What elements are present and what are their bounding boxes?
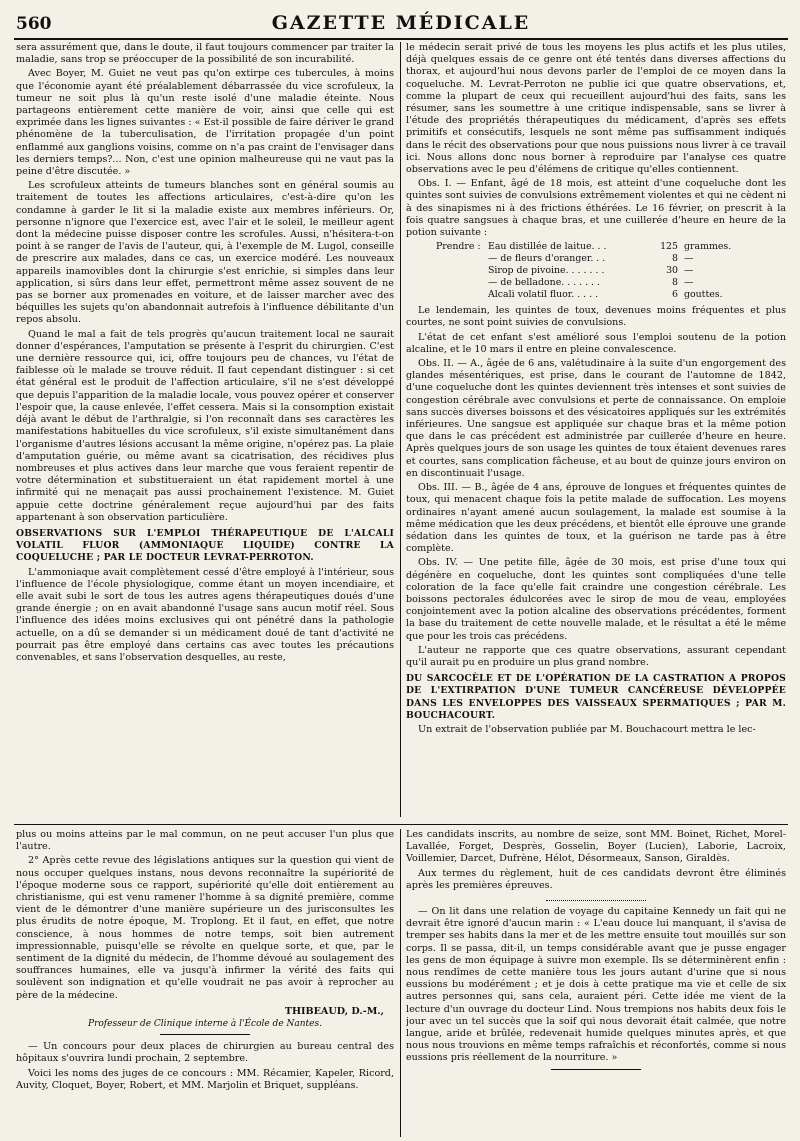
quantity: 8: [672, 253, 678, 265]
ingredient: Alcali volatil fluor. . . . .: [488, 289, 599, 301]
unit: gouttes.: [684, 289, 723, 301]
paragraph: Un extrait de l'observation publiée par M. Bouchacourt mettra le lec-: [418, 723, 756, 735]
quantity: 6: [672, 289, 678, 301]
quantity: 8: [672, 277, 678, 289]
prescription-row: [436, 289, 786, 301]
paragraph: 2° Après cette revue des législations antiques sur la question qui vient de nous occuper quelques instans, nous devons reconnaître la supériorité de l'époque moderne sous ce rapport, supériorité qu'elle doit entièrement au christianisme, qui est venu ramener l'homme à sa dignité première, comme vient de le démontrer d'une manière supérieure un des jurisconsultes les plus érudits de notre époque, M. Troplong. Et il faut, en effet, que notre conscience, à nous hommes de notre temps, soit bien autrement impressionnable, puisqu'elle se révolte en quelque sorte, et que, par le sentiment de la dignité du médecin, de l'homme dévoué au soulagement des souffrances humaines, elle va jusqu'à infirmer la vérité des faits qui soulèvent son indignation et qu'elle voudrait ne pas avoir à reprocher au père de la médecine.: [16, 855, 394, 1001]
unit: grammes.: [684, 241, 732, 253]
paragraph: Obs. III. — B., âgée de 4 ans, éprouve de longues et fréquentes quintes de toux, qui menacent chaque fois la petite malade de suffocation. Les moyens ordinaires n'ayant amené aucun soulagement, la malade est soumise à la même médication que les deux précédens, et bientôt elle éprouve une grande sédation dans les quintes de toux, et la guérison ne tarde pas à être complète.: [406, 482, 786, 555]
lower-left-column: [16, 829, 394, 1137]
paragraph: Les scrofuleux atteints de tumeurs blanches sont en général soumis au traitement de toutes les affections articulaires, c'est-à-dire qu'on les condamne à garder le lit si la maladie existe aux membres inférieurs. Or, personne n'ignore que l'exercice est, avec l'air et le soleil, le meilleur agent dont la médecine puisse disposer contre les scrofules. Aussi, n'hésitera-t-on point à se ranger de l'avis de l'auteur, qui, à l'exemple de M. Lugol, conseille de prescrire aux malades, dans ce cas, un exercice modéré. Les nouveaux appareils inamovibles dont la chirurgie s'est enrichie, si simples dans leur application, si sûrs dans leur effet, permettront même assez souvent de ne pas se borner aux promenades en voiture, et de laisser marcher avec des béquilles les sujets qu'on abandonnait autrefois à l'influence débilitante d'un repos absolu.: [16, 180, 394, 326]
paragraph: Les candidats inscrits, au nombre de seize, sont MM. Boinet, Richet, Morel-Lavallée, Forget, Desprès, Gosselin, Boyer (Lucien), Laborie, Lacroix, Voillemier, Darcet, Dufrène, Hélot, Désormeaux, Sanson, Giraldès.: [406, 829, 786, 865]
journal-title: GAZETTE MÉDICALE: [271, 12, 531, 34]
page-number: 560: [16, 14, 52, 34]
paragraph: L'état de cet enfant s'est amélioré sous l'emploi soutenu de la potion alcaline, et le 10 mars il entre en pleine convalescence.: [406, 331, 786, 355]
prescription: [436, 241, 786, 301]
paragraph: L'auteur ne rapporte que ces quatre observations, assurant cependant qu'il aurait pu en produire un plus grand nombre.: [406, 644, 786, 668]
upper-section: [14, 42, 788, 817]
prescription-row: [436, 253, 786, 265]
page-header: [14, 8, 788, 40]
separator: [546, 895, 646, 901]
quantity: 125: [660, 241, 678, 253]
paragraph: Obs. I. — Enfant, âgé de 18 mois, est atteint d'une coqueluche dont les quintes sont suivies de convulsions extrêmement violentes et qui ne cèdent ni à des sinapismes ni à des frictions éthérées. Le 16 février, on prescrit à la fois quatre sangsues à chaque bras, et une cuillerée d'heure en heure de la potion suivante :: [406, 178, 786, 239]
section-heading-sarcocele: DU SARCOCÈLE ET DE L'OPÉRATION DE LA CASTRATION A PROPOS DE L'EXTIRPATION D'UNE TUMEUR CANCÉREUSE DÉVELOPPÉE DANS LES ENVELOPPES DES VAISSEAUX SPERMATIQUES ; PAR M. BOUCHACOURT.: [406, 673, 786, 721]
signature-role: Professeur de Clinique interne à l'École de Nantes.: [88, 1019, 322, 1030]
ingredient: — de fleurs d'oranger. . .: [488, 253, 606, 265]
prescription-row: [436, 277, 786, 289]
prescription-label: Prendre :: [436, 241, 481, 253]
column-divider: [400, 42, 401, 817]
paragraph: le médecin serait privé de tous les moyens les plus actifs et les plus utiles, déjà quelques essais de ce genre ont été tentés dans diverses affections du thorax, et aujourd'hui nous devons parler de l'emploi de ce moyen dans la coqueluche. M. Levrat-Perroton ne publie ici que quatre observations, et, comme la plupart de ceux qui recueillent aujourd'hui des faits, sans les résumer, sans les soumettre à une critique indispensable, sans se livrer à l'étude des propriétés thérapeutiques du médicament, d'après ses effets primitifs et consécutifs, lesquels ne sont même pas suffisamment indiqués dans le récit des observations pour que nous puissions nous livrer à ce travail ici. Nous allons donc nous borner à reproduire par l'analyse ces quatre observations avec le peu d'élémens de critique qu'elles contiennent.: [406, 42, 786, 176]
paragraph: Aux termes du règlement, huit de ces candidats devront être éliminés après les premières épreuves.: [406, 867, 786, 891]
paragraph: Quand le mal a fait de tels progrès qu'aucun traitement local ne saurait donner d'espérances, l'amputation se présente à l'esprit du chirurgien. C'est une dernière ressource qui, ici, offre toujours peu de chances, vu l'état de faiblesse où le malade se trouve réduit. Il faut cependant distinguer : si cet état général est le produit de l'affection articulaire, s'il ne s'est développé que depuis l'apparition de la maladie locale, vous pouvez opérer et conserver l'espoir que, la cause enlevée, l'effet cessera. Mais si la consomption existait déjà avant le début de l'arthralgie, si l'on reconnaît dans ses caractères les manifestations habituelles du vice scrofuleux, s'il existe simultanément dans l'organisme d'autres lésions accusant la même origine, n'opérez pas. La plaie d'amputation guérie, ou même avant sa cicatrisation, des récidives plus nombreuses et plus actives dans leur marche que vous feraient repentir de votre détermination et substitueraient un état rapidement mortel à une infirmité qui ne menaçait pas aussi prochainement l'existence. M. Guiet appuie cette doctrine généralement reçue aujourd'hui par des faits appartenant à son observation particulière.: [16, 328, 394, 523]
ingredient: — de belladone. . . . . . .: [488, 277, 600, 289]
paragraph: Obs. II. — A., âgée de 6 ans, valétudinaire à la suite d'un engorgement des glandes mésentériques, est prise, dans le courant de l'automne de 1842, d'une coqueluche dont les quintes deviennent très intenses et sont suivies de congestion cérébrale avec convulsions et perte de connaissance. On emploie sans succès diverses boissons et des vésicatoires appliqués sur les extrémités inférieures. Une sangsue est appliquée sur chaque bras et la même potion que dans le cas précédent est administrée par cuillerée d'heure en heure. Après quelques jours de son usage les quintes de toux étaient devenues rares et courtes, sans complication fâcheuse, et au bout de quinze jours environ on en discontinuait l'usage.: [406, 358, 786, 479]
paragraph: Obs. IV. — Une petite fille, âgée de 30 mois, est prise d'une toux qui dégénère en coqueluche, dont les quintes sont compliquées d'une telle coloration de la face qu'elle fait craindre une congestion cérébrale. Les boissons pectorales édulcorées avec le sirop de mou de veau, employées conjointement avec la potion alcaline des observations précédentes, forment la base du traitement de cette nouvelle malade, et le résultat a été le même que pour les trois cas précédens.: [406, 557, 786, 642]
paragraph: plus ou moins atteins par le mal commun, on ne peut accuser l'un plus que l'autre.: [16, 829, 394, 853]
unit: —: [684, 277, 694, 289]
paragraph: L'ammoniaque avait complètement cessé d'être employé à l'intérieur, sous l'influence de l'école physiologique, comme étant un moyen incendiaire, et elle avait subi le sort de tous les autres agens thérapeutiques doués d'une grande énergie ; on en avait abandonné l'usage sans aucun motif réel. Sous l'influence des idées moins exclusives qui ont pénétré dans la pathologie actuelle, on a dû se demander si un médicament doué de tant d'activité ne pourrait pas être employé dans certains cas avec toutes les précautions convenables, et sans l'observation desquelles, au reste,: [16, 566, 394, 663]
ingredient: Sirop de pivoine. . . . . . .: [488, 265, 605, 277]
quantity: 30: [666, 265, 678, 277]
page: [14, 8, 788, 1134]
upper-right-column: [406, 42, 786, 817]
paragraph: sera assurément que, dans le doute, il faut toujours commencer par traiter la maladie, sans trop se préoccuper de la possibilité de son incurabilité.: [16, 42, 394, 66]
separator: [551, 1069, 641, 1070]
ingredient: Eau distillée de laitue. . .: [488, 241, 607, 253]
prescription-row: [436, 241, 786, 253]
lower-right-column: [406, 829, 786, 1137]
paragraph: — On lit dans une relation de voyage du capitaine Kennedy un fait qui ne devrait être ignoré d'aucun marin : « L'eau douce lui manquant, il s'avisa de tremper ses habits dans la mer et de les mettre ensuite tout mouillés sur son corps. Il se passa, dit-il, un temps considérable avant que je pusse engager les gens de mon équipage à suivre mon exemple. Ils se déterminèrent enfin : nous rendîmes de cette manière tous les jours autant d'urine que si nous eussions bu modérément ; et je dois à cette pratique ma vie et celle de six autres personnes qui, sans cela, auraient péri. Cette idée me vient de la lecture d'un ouvrage du docteur Lind. Nous trempions nos habits deux fois le jour avec un tel succès que la soif qui nous devorait était calmée, que notre langue, aride et brûlée, redevenait humide quelques minutes après, et que nous nous trouvions en même temps rafraîchis et réconfortés, comme si nous eussions pris réellement de la nourriture. »: [406, 906, 786, 1064]
paragraph: Avec Boyer, M. Guiet ne veut pas qu'on extirpe ces tubercules, à moins que l'économie ayant été préalablement débarrassée du vice scrofuleux, la tumeur ne soit plus là qu'un reste isolé d'une maladie éteinte. Nous partageons entièrement cette manière de voir, ainsi que celle qui est exprimée dans les lignes suivantes : « Est-il possible de faire dériver le grand phénomène de la tuberculisation, de l'irritation propagée d'un point enflammé aux ganglions voisins, comme on n'a pas craint de l'envisager dans les derniers temps?... Non, c'est une opinion malheureuse qui ne vaut pas la peine d'être discutée. »: [16, 68, 394, 178]
unit: —: [684, 265, 694, 277]
paragraph: Le lendemain, les quintes de toux, devenues moins fréquentes et plus courtes, ne sont point suivies de convulsions.: [406, 305, 786, 329]
separator: [160, 1034, 250, 1035]
paragraph: Voici les noms des juges de ce concours : MM. Récamier, Kapeler, Ricord, Auvity, Cloquet, Boyer, Robert, et MM. Marjolin et Briquet, suppléans.: [16, 1067, 394, 1091]
paragraph: — Un concours pour deux places de chirurgien au bureau central des hôpitaux s'ouvrira lundi prochain, 2 septembre.: [16, 1041, 394, 1065]
column-divider: [400, 829, 401, 1137]
lower-section: [14, 824, 788, 1137]
unit: —: [684, 253, 694, 265]
signature-name: THIBEAUD, D.-M.,: [284, 1005, 384, 1017]
upper-left-column: [16, 42, 394, 817]
section-heading-alkali: OBSERVATIONS SUR L'EMPLOI THÉRAPEUTIQUE DE L'ALCALI VOLATIL FLUOR (AMMONIAQUE LIQUIDE) CONTRE LA COQUELUCHE ; PAR LE DOCTEUR LEVRAT-PERROTON.: [16, 527, 394, 564]
prescription-row: [436, 265, 786, 277]
